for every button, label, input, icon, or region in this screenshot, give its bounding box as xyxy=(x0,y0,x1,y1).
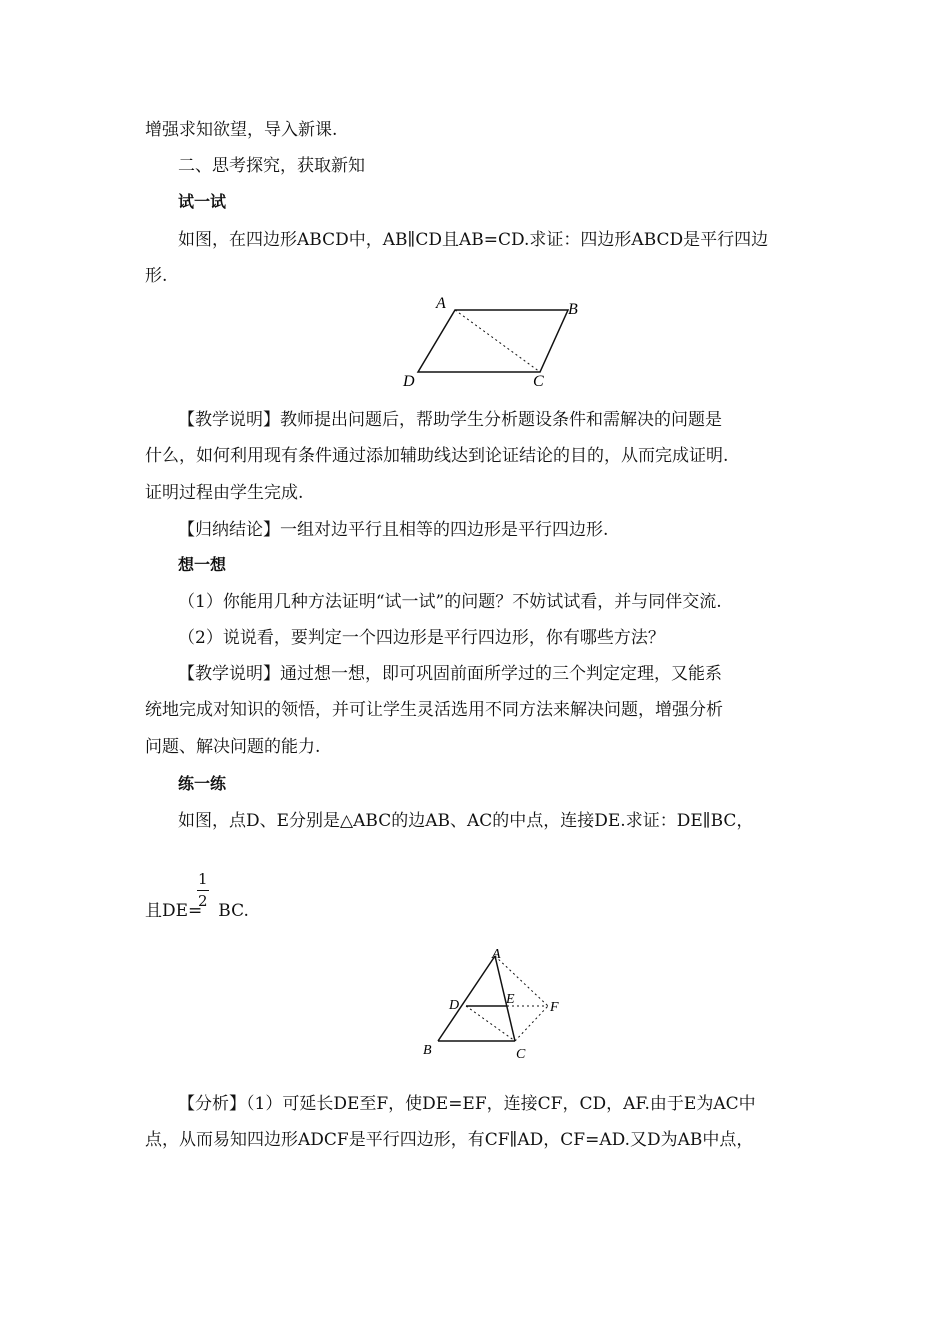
equation-line xyxy=(145,899,249,923)
subheading-practice: 练一练 xyxy=(178,774,227,793)
equation-suffix: BC. xyxy=(218,901,249,921)
label-a: A xyxy=(436,295,446,312)
triangle-figure xyxy=(420,948,570,1066)
paragraph: 统地完成对知识的领悟，并可让学生灵活选用不同方法来解决问题，增强分析 xyxy=(145,700,723,720)
parallelogram-figure xyxy=(400,292,590,392)
diagonal-ac xyxy=(455,310,540,372)
label-c: C xyxy=(533,373,544,390)
paragraph: 问题、解决问题的能力. xyxy=(145,737,321,757)
label-d: D xyxy=(449,998,460,1013)
paragraph: 【教学说明】通过想一想，即可巩固前面所学过的三个判定定理，又能系 xyxy=(178,664,722,684)
question-2: （2）说说看，要判定一个四边形是平行四边形，你有哪些方法？ xyxy=(178,628,665,648)
label-b: B xyxy=(568,301,578,318)
subheading-try: 试一试 xyxy=(178,192,227,211)
equation-prefix: 且DE= xyxy=(145,901,203,921)
label-e: E xyxy=(506,992,515,1007)
subheading-think: 想一想 xyxy=(178,555,227,574)
paragraph: 增强求知欲望，导入新课. xyxy=(145,120,338,140)
conclusion: 【归纳结论】一组对边平行且相等的四边形是平行四边形. xyxy=(178,520,609,540)
section-heading: 二、思考探究，获取新知 xyxy=(178,156,365,176)
paragraph: 如图，在四边形ABCD中，AB∥CD且AB=CD.求证：四边形ABCD是平行四边 xyxy=(178,230,769,250)
label-b: B xyxy=(423,1043,432,1058)
fraction-numerator: 1 xyxy=(198,870,208,888)
question-1: （1）你能用几种方法证明“试一试”的问题？不妨试试看，并与同伴交流. xyxy=(178,592,722,612)
analysis: 【分析】（1）可延长DE至F，使DE=EF，连接CF，CD，AF.由于E为AC中 xyxy=(178,1094,756,1114)
label-c: C xyxy=(516,1047,526,1062)
fraction-bar xyxy=(197,890,209,891)
paragraph: 如图，点D、E分别是△ABC的边AB、AC的中点，连接DE.求证：DE∥BC， xyxy=(178,811,754,831)
paragraph: 【教学说明】教师提出问题后，帮助学生分析题设条件和需解决的问题是 xyxy=(178,410,722,430)
label-a: A xyxy=(492,947,501,962)
segment-cf xyxy=(515,1006,548,1041)
paragraph: 形. xyxy=(145,266,168,286)
paragraph: 点，从而易知四边形ADCF是平行四边形，有CF∥AD，CF=AD.又D为AB中点， xyxy=(145,1130,754,1150)
label-f: F xyxy=(550,1000,559,1015)
fraction-denominator: 2 xyxy=(198,892,208,910)
paragraph: 什么，如何利用现有条件通过添加辅助线达到论证结论的目的，从而完成证明. xyxy=(145,446,729,466)
label-d: D xyxy=(403,373,415,390)
side-ab xyxy=(438,956,495,1041)
segment-af xyxy=(495,956,548,1006)
paragraph: 证明过程由学生完成. xyxy=(145,483,304,503)
parallelogram-outline xyxy=(418,310,568,372)
